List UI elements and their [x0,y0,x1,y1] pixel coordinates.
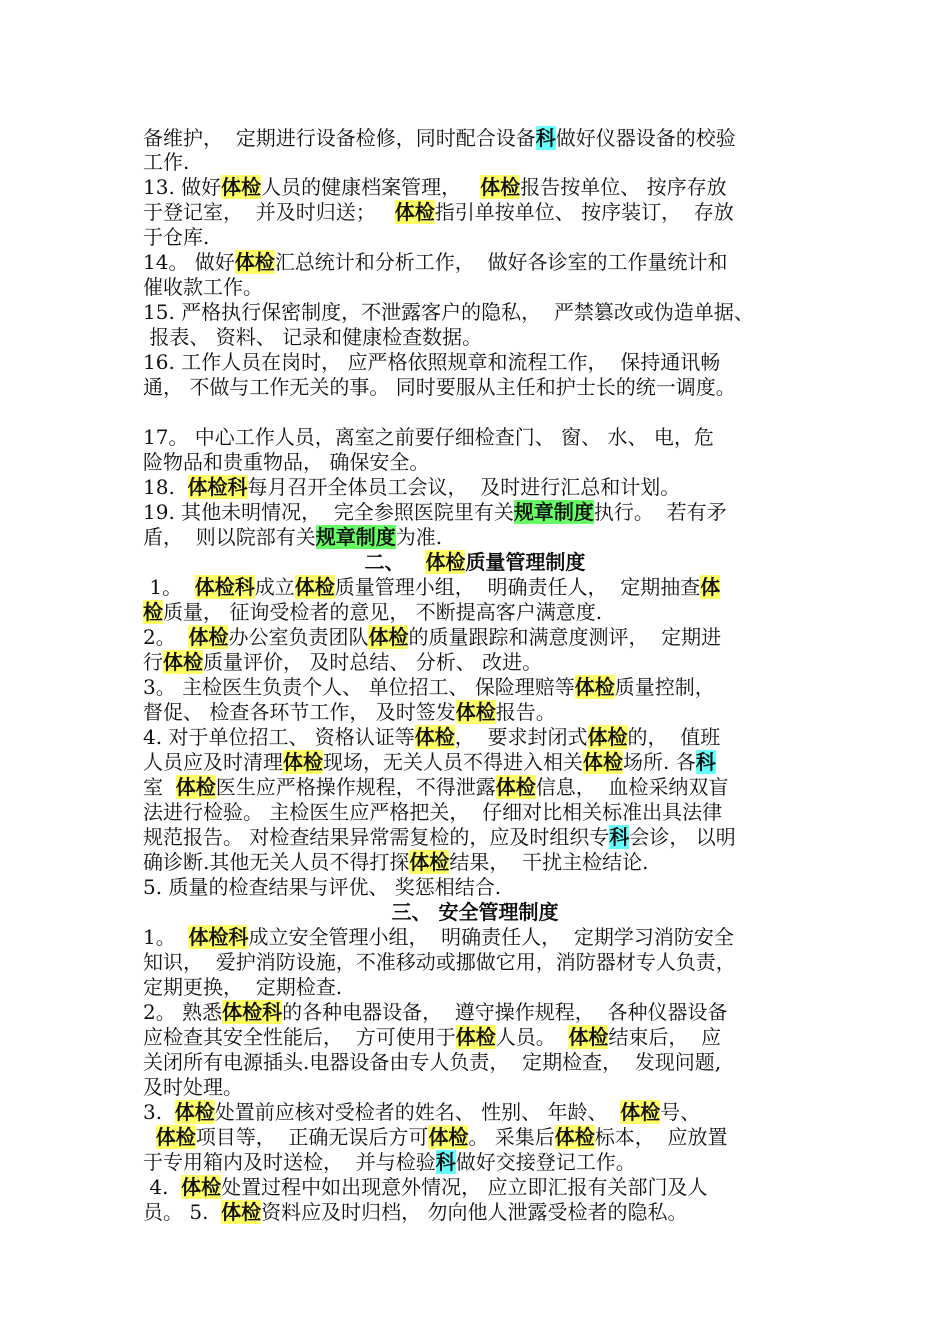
text-line [143,1050,833,1075]
highlight-keyword: 体检 [568,1025,609,1049]
text-segment: 现场，无关人员不得进入相关 [323,750,583,774]
text-line [143,1000,833,1025]
highlight-keyword: 科 [695,750,716,774]
highlight-keyword: 体检 [221,1200,262,1224]
highlight-keyword: 体 [700,575,721,599]
text-line [143,126,833,151]
text-segment: 做好交接登记工作。 [455,1150,636,1174]
text-segment: 定期更换， 定期检查. [143,975,343,999]
text-segment: 3。 主检医生负责个人、 单位招工、 保险理赔等 [143,675,575,699]
highlight-keyword: 体检 [294,575,335,599]
text-segment: 应检查其安全性能后， 方可使用于 [143,1025,456,1049]
highlight-keyword: 体检 [409,850,450,874]
text-segment: 于登记室， 并及时归送； [143,200,395,224]
text-line [143,825,833,850]
text-segment: 17。 中心工作人员，离室之前要仔细检查门、 窗、 水、 电，危 [143,425,714,449]
text-segment: ， 要求封闭式 [454,725,588,749]
text-segment: 处置过程中如出现意外情况， 应立即汇报有关部门及人 [221,1175,708,1199]
highlight-keyword: 体检 [174,1100,215,1124]
highlight-keyword: 规章制度 [513,500,594,524]
text-segment: 人员的健康档案管理， [261,175,481,199]
highlight-keyword: 体检 [554,1125,595,1149]
section-heading-text: 质量管理制度 [465,550,586,574]
text-line [143,350,833,375]
text-segment: 项目等， 正确无误后方可 [195,1125,429,1149]
text-segment: 质量管理小组， 明确责任人， 定期抽查 [334,575,701,599]
text-segment: 险物品和贵重物品， 确保安全。 [143,450,430,474]
text-segment: 行 [143,650,163,674]
text-segment: 质量， 征询受检者的意见， 不断提高客户满意度. [163,600,603,624]
text-segment: 16. 工作人员在岗时， 应严格依照规章和流程工作， 保持通讯畅 [143,350,721,374]
text-line [143,1075,833,1100]
text-line [143,150,833,175]
highlight-keyword: 体检 [425,550,466,574]
text-segment: 为准. [395,525,443,549]
highlight-keyword: 检 [143,600,163,624]
text-segment: 结果， 干扰主检结论. [449,850,649,874]
highlight-keyword: 科 [435,1150,456,1174]
text-segment: 通， 不做与工作无关的事。 同时要服从主任和护士长的统一调度。 [143,375,736,399]
highlight-keyword: 体检 [587,725,628,749]
text-segment: 汇总统计和分析工作， 做好各诊室的工作量统计和 [274,250,728,274]
text-segment: 信息， 血检采纳双盲 [535,775,729,799]
text-segment: 4. [143,1175,182,1199]
highlight-keyword: 科 [535,126,556,150]
text-line [143,600,833,625]
text-line [143,300,833,325]
highlight-keyword: 体检 [620,1100,661,1124]
text-segment: 成立安全管理小组， 明确责任人， 定期学习消防安全 [248,925,734,949]
text-segment: 规范报告。 对检查结果异常需复检的，应及时组织专 [143,825,610,849]
text-segment: 执行。 若有矛 [593,500,727,524]
text-segment: 成立 [254,575,295,599]
text-segment: 报告按单位、 按序存放 [520,175,727,199]
text-line [143,225,833,250]
highlight-keyword: 体检 [480,175,521,199]
text-segment: 3. [143,1100,175,1124]
text-line [143,925,833,950]
text-line [143,575,833,600]
text-segment: 法进行检验。 主检医生应严格把关， 仔细对比相关标准出具法律 [143,800,723,824]
text-line [0,900,950,925]
highlight-keyword: 体检 [428,1125,469,1149]
highlight-keyword: 体检 [574,675,615,699]
text-line [143,950,833,975]
text-segment: 场所. 各 [623,750,696,774]
highlight-keyword: 体检 [181,1175,222,1199]
highlight-keyword: 体检 [188,625,229,649]
text-segment: 18. [143,475,188,499]
text-segment: 1。 [143,575,195,599]
text-line [143,775,833,800]
text-segment: 的质量跟踪和满意度测评， 定期进 [408,625,722,649]
text-line [143,500,833,525]
text-line [143,475,833,500]
text-line [143,675,833,700]
text-segment: 号、 [660,1100,701,1124]
highlight-keyword: 体检 [234,250,275,274]
text-line [143,750,833,775]
text-line [143,700,833,725]
text-segment [143,1125,156,1149]
text-segment: 标本， 应放置 [594,1125,728,1149]
text-segment: 督促、 检查各环节工作， 及时签发 [143,700,456,724]
text-segment: 5. 质量的检查结果与评优、 奖惩相结合. [143,875,502,899]
highlight-keyword: 体检 [414,725,455,749]
text-segment: 13. 做好 [143,175,222,199]
text-line [143,1100,833,1125]
text-segment: 质量控制， [614,675,715,699]
text-line [143,1175,833,1200]
text-segment: 于专用箱内及时送检， 并与检验 [143,1150,436,1174]
text-segment: 室 [143,775,176,799]
text-line [143,1150,833,1175]
text-segment: 知识， 爱护消防设施，不准移动或挪做它用，消防器材专人负责， [143,950,736,974]
text-segment: 关闭所有电源插头.电器设备由专人负责， 定期检查， 发现问题, [143,1050,722,1074]
text-line [143,275,833,300]
text-segment: 员。 5. [143,1200,222,1224]
highlight-keyword: 体检 [394,200,435,224]
section-heading-text: 三、 安全管理制度 [391,900,559,924]
text-line [143,325,833,350]
text-line [143,800,833,825]
text-line [143,625,833,650]
text-segment: 办公室负责团队 [228,625,369,649]
highlight-keyword: 体检科 [188,925,249,949]
text-segment: 指引单按单位、 按序装订， 存放 [434,200,734,224]
text-line [143,425,833,450]
highlight-keyword: 体检 [583,750,623,774]
text-segment: 报表、 资料、 记录和健康检查数据。 [143,325,483,349]
text-line [143,375,833,400]
text-segment: 人员应及时清理 [143,750,283,774]
text-segment: 19. 其他未明情况， 完全参照医院里有关 [143,500,514,524]
text-segment: 及时处理。 [143,1075,243,1099]
text-segment: 处置前应核对受检者的姓名、 性别、 年龄、 [214,1100,621,1124]
text-segment: 盾， 则以院部有关 [143,525,316,549]
text-line [143,200,833,225]
text-segment: 14。 做好 [143,250,235,274]
text-segment: 。 采集后 [468,1125,555,1149]
text-segment: 资料应及时归档， 勿向他人泄露受检者的隐私。 [261,1200,688,1224]
highlight-keyword: 体检 [283,750,323,774]
text-segment: 质量评价， 及时总结、 分析、 改进。 [203,650,543,674]
highlight-keyword: 体检 [455,700,496,724]
text-segment: 的各种电器设备， 遵守操作规程， 各种仪器设备 [282,1000,728,1024]
text-segment: 4. 对于单位招工、 资格认证等 [143,725,415,749]
highlight-keyword: 体检科 [222,1000,283,1024]
text-segment: 报告。 [495,700,556,724]
text-line [0,550,950,575]
highlight-keyword: 体检 [175,775,216,799]
text-line [143,725,833,750]
text-segment: 确诊断.其他无关人员不得打探 [143,850,410,874]
text-segment: 工作. [143,150,190,174]
highlight-keyword: 体检科 [194,575,255,599]
text-segment: 做好仪器设备的校验 [555,126,736,150]
highlight-keyword: 体检科 [187,475,248,499]
highlight-keyword: 规章制度 [315,525,396,549]
text-line [143,175,833,200]
text-segment: 结束后， 应 [608,1025,722,1049]
text-line [143,650,833,675]
text-line [143,1025,833,1050]
text-segment: 2。 [143,625,189,649]
text-segment: 人员。 [495,1025,569,1049]
text-segment: 会诊， 以明 [629,825,736,849]
text-segment: 2。 熟悉 [143,1000,223,1024]
text-line [143,450,833,475]
highlight-keyword: 体检 [155,1125,196,1149]
text-segment: 1。 [143,925,189,949]
highlight-keyword: 体检 [221,175,262,199]
section-heading-text: 二、 [364,550,426,574]
highlight-keyword: 体检 [163,650,203,674]
text-segment: 每月召开全体员工会议， 及时进行汇总和计划。 [247,475,681,499]
text-segment: 备维护， 定期进行设备检修，同时配合设备 [143,126,536,150]
highlight-keyword: 体检 [368,625,409,649]
highlight-keyword: 体检 [495,775,536,799]
text-line [143,250,833,275]
highlight-keyword: 科 [609,825,630,849]
text-line [143,850,833,875]
text-line [143,975,833,1000]
text-segment: 15. 严格执行保密制度，不泄露客户的隐私， 严禁篡改或伪造单据、 [143,300,754,324]
text-line [143,875,833,900]
text-line [143,525,833,550]
text-line [143,1200,833,1225]
highlight-keyword: 体检 [455,1025,496,1049]
text-segment: 医生应严格操作规程，不得泄露 [215,775,496,799]
text-segment: 的， 值班 [627,725,721,749]
text-segment: 催收款工作。 [143,275,263,299]
text-segment: 于仓库. [143,225,210,249]
text-line [143,1125,833,1150]
